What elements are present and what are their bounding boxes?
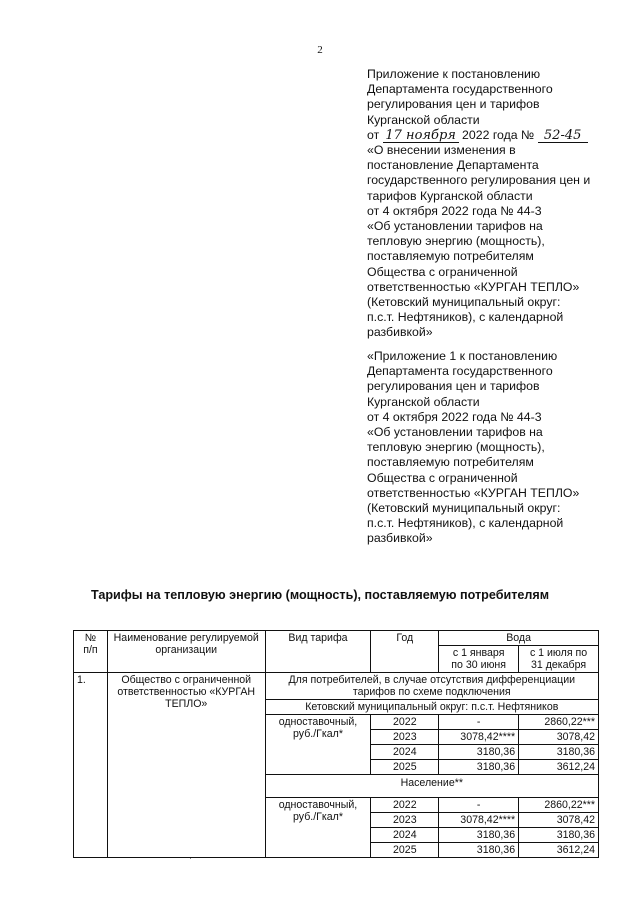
- appendix-line: п.с.т. Нефтяников), с календарной: [367, 310, 564, 325]
- header-tariff-type: Вид тарифа: [265, 631, 371, 673]
- appendix-line: п.с.т. Нефтяников), с календарной: [367, 516, 564, 531]
- appendix-line: ответственностью «КУРГАН ТЕПЛО»: [367, 279, 580, 294]
- appendix-line: поставляемую потребителям: [367, 249, 534, 264]
- appendix-line: от 4 октября 2022 года № 44-3: [367, 409, 542, 424]
- appendix-line: (Кетовский муниципальный округ:: [367, 295, 561, 310]
- appendix-line: Общества с ограниченной: [367, 264, 518, 279]
- date-suffix: 2022 года №: [462, 127, 535, 142]
- appendix-line: постановление Департамента: [367, 158, 539, 173]
- scan-speck: [190, 858, 191, 859]
- appendix-line: тепловую энергию (мощность),: [367, 234, 545, 249]
- row-number: 1.: [74, 673, 108, 858]
- header-org: Наименование регулируемой организации: [107, 631, 265, 673]
- appendix-line: Департамента государственного: [367, 82, 553, 97]
- appendix-line: тепловую энергию (мощность),: [367, 440, 545, 455]
- organization-name: Общество с ограниченной ответственностью «КУРГАН ТЕПЛО»: [107, 673, 265, 858]
- year-cell: 2024: [371, 828, 439, 843]
- appendix-line: ответственностью «КУРГАН ТЕПЛО»: [367, 485, 580, 500]
- tariff-value: 3078,42****: [439, 730, 519, 745]
- appendix-line: «Об установлении тарифов на: [367, 425, 543, 440]
- appendix-line: разбивкой»: [367, 325, 433, 340]
- tariff-value: 3180,36: [439, 828, 519, 843]
- tariff-table: [73, 630, 599, 858]
- handwritten-number: 52-45: [538, 129, 588, 143]
- header-period-1: с 1 января по 30 июня: [439, 646, 519, 673]
- date-prefix: от: [367, 127, 380, 142]
- appendix-line: «Об установлении тарифов на: [367, 219, 543, 234]
- header-water: Вода: [439, 631, 599, 646]
- year-cell: 2022: [371, 715, 439, 730]
- appendix-line: разбивкой»: [367, 531, 433, 546]
- appendix-line: «Приложение 1 к постановлению: [367, 349, 558, 363]
- tariff-value: 3180,36: [439, 745, 519, 760]
- tariff-value: 3078,42: [519, 813, 599, 828]
- header-period-2: с 1 июля по 31 декабря: [519, 646, 599, 673]
- appendix-line: тарифов Курганской области: [367, 188, 533, 203]
- year-cell: 2025: [371, 843, 439, 858]
- tariff-value: 3078,42****: [439, 813, 519, 828]
- tariff-value: 3180,36: [519, 745, 599, 760]
- appendix-line: государственного регулирования цен и: [367, 173, 591, 188]
- year-cell: 2024: [371, 745, 439, 760]
- appendix-line: (Кетовский муниципальный округ:: [367, 501, 561, 516]
- tariff-value: 3612,24: [519, 843, 599, 858]
- year-cell: 2025: [371, 760, 439, 775]
- appendix-line: регулирования цен и тарифов: [367, 97, 540, 112]
- year-cell: 2023: [371, 813, 439, 828]
- decree-date-line: [367, 128, 627, 143]
- table-row: [74, 673, 599, 700]
- year-cell: 2023: [371, 730, 439, 745]
- tariff-type: одноставочный, руб./Гкал*: [265, 715, 371, 775]
- header-num: № п/п: [74, 631, 108, 673]
- appendix-line: Курганской области: [367, 112, 480, 127]
- header-year: Год: [371, 631, 439, 673]
- appendix-line: «О внесении изменения в: [367, 143, 516, 158]
- tariff-value: 3180,36: [519, 828, 599, 843]
- appendix-line: Курганской области: [367, 394, 480, 409]
- section-population: Население**: [265, 775, 598, 798]
- appendix-line: Департамента государственного: [367, 364, 553, 379]
- page-number: 2: [317, 44, 323, 56]
- appendix-line: поставляемую потребителям: [367, 455, 534, 470]
- tariff-type: одноставочный, руб./Гкал*: [265, 798, 371, 858]
- appendix-line: от 4 октября 2022 года № 44-3: [367, 203, 542, 218]
- tariff-value: -: [439, 715, 519, 730]
- document-title: Тарифы на тепловую энергию (мощность), поставляемую потребителям: [90, 588, 550, 602]
- appendix-line: регулирования цен и тарифов: [367, 379, 540, 394]
- year-cell: 2022: [371, 798, 439, 813]
- appendix-line: Общества с ограниченной: [367, 470, 518, 485]
- handwritten-date: 17 ноября: [383, 129, 459, 143]
- tariff-value: 3078,42: [519, 730, 599, 745]
- appendix-line: Приложение к постановлению: [367, 67, 541, 81]
- tariff-value: 3180,36: [439, 760, 519, 775]
- tariff-value: 2860,22***: [519, 798, 599, 813]
- tariff-value: -: [439, 798, 519, 813]
- table-header-row: [74, 631, 599, 646]
- subsection-district: Кетовский муниципальный округ: п.с.т. Нефтяников: [265, 700, 598, 715]
- section-general: Для потребителей, в случае отсутствия дифференциации тарифов по схеме подключения: [265, 673, 598, 700]
- appendix-header: [367, 67, 627, 341]
- tariff-value: 3612,24: [519, 760, 599, 775]
- previous-appendix-header: [367, 349, 627, 547]
- tariff-value: 3180,36: [439, 843, 519, 858]
- tariff-value: 2860,22***: [519, 715, 599, 730]
